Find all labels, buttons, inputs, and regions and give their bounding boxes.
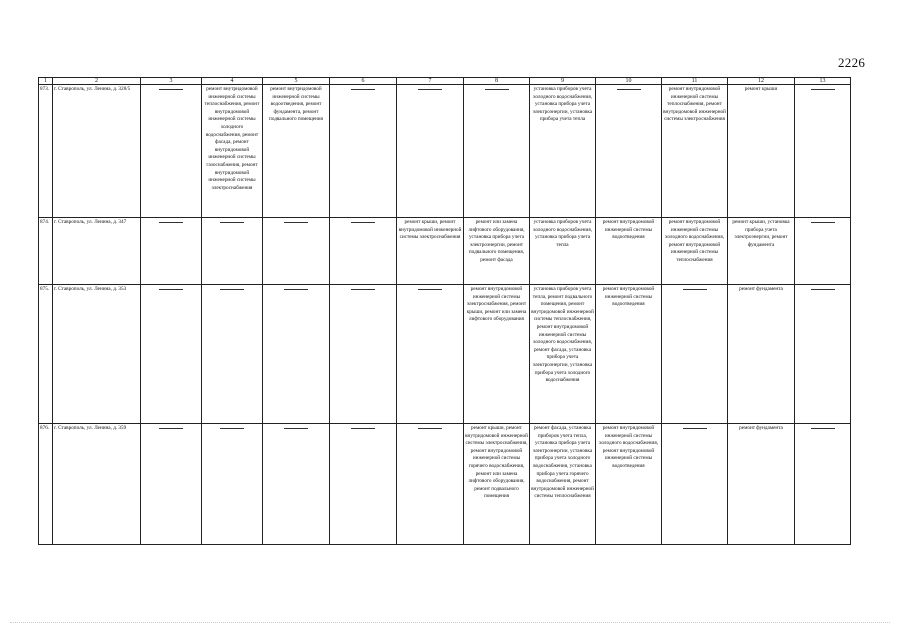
column-header: 3 [141,78,202,85]
column-header: 8 [464,78,530,85]
table-row [39,285,851,424]
empty-cell [263,285,330,424]
dash-mark [351,89,375,90]
work-cell: ремонт внутридомовой инженерной системы электроснабжения, ремонт крыши, ремонт или замена лифтового оборудования [464,285,530,424]
work-cell: ремонт внутридомовой инженерной системы водоотведения, ремонт фундамента, ремонт подвального помещения [263,85,330,218]
work-cell: ремонт или замена лифтового оборудования, установка прибора учета электроэнергии, ремонт подвального помещения, ремонт фасада [464,218,530,285]
empty-cell [330,424,397,545]
table-row [39,218,851,285]
column-header: 10 [596,78,662,85]
work-cell: ремонт крыши [728,85,795,218]
dash-mark [351,428,375,429]
column-header: 9 [530,78,596,85]
dash-mark [418,289,442,290]
work-cell: ремонт фундамента [728,424,795,545]
empty-cell [202,285,263,424]
row-number: 876. [39,424,53,545]
empty-cell [202,424,263,545]
dash-mark [485,89,509,90]
empty-cell [397,424,464,545]
empty-cell [397,85,464,218]
work-cell: установка приборов учета холодного водоснабжения, установка прибора учета тепла [530,218,596,285]
row-address: г. Ставрополь, ул. Ленина, д. 328/5 [53,85,141,218]
dash-mark [811,89,835,90]
work-cell: ремонт внутридомовой инженерной системы водоотведения [596,218,662,285]
dash-mark [220,222,244,223]
capital-repair-table [38,77,851,545]
empty-cell [330,285,397,424]
row-address: г. Ставрополь, ул. Ленина, д. 347 [53,218,141,285]
row-number: 873. [39,85,53,218]
work-cell: установка приборов учета тепла, ремонт подвального помещения, ремонт внутридомовой инженерной системы теплоснабжения, ремонт внутридомовой инженерной системы холодного водоснабжения, ремонт фасада, установка прибора учета электроэнергии, установка прибора учета холодного водоснабжения [530,285,596,424]
row-address: г. Ставрополь, ул. Ленина, д. 359 [53,424,141,545]
dash-mark [351,289,375,290]
column-header: 12 [728,78,795,85]
dash-mark [159,89,183,90]
dash-mark [418,89,442,90]
dash-mark [811,222,835,223]
empty-cell [795,424,851,545]
work-cell: установка приборов учета холодного водоснабжения, установка прибора учета электроэнергии, установка прибора учета тепла [530,85,596,218]
dash-mark [418,428,442,429]
empty-cell [141,424,202,545]
empty-cell [330,85,397,218]
empty-cell [141,218,202,285]
dash-mark [617,89,641,90]
row-address: г. Ставрополь, ул. Ленина, д. 353 [53,285,141,424]
empty-cell [464,85,530,218]
dash-mark [284,289,308,290]
empty-cell [596,85,662,218]
work-cell: ремонт внутридомовой инженерной системы теплоснабжения, ремонт внутридомовой инженерной системы холодного водоснабжения, ремонт фасада, ремонт внутридомовой инженерной системы газоснабжения, ремонт внутридомовой инженерной системы электроснабжения [202,85,263,218]
column-header: 2 [53,78,141,85]
empty-cell [795,218,851,285]
empty-cell [397,285,464,424]
dash-mark [811,289,835,290]
empty-cell [330,218,397,285]
dash-mark [811,428,835,429]
work-cell: ремонт крыши, ремонт внутридомовой инженерной системы электроснабжения, ремонт внутридомовой инженерной системы горячего водоснабжения, ремонт или замена лифтового оборудования, ремонт подвального помещения [464,424,530,545]
dash-mark [159,289,183,290]
column-header: 13 [795,78,851,85]
work-cell: ремонт внутридомовой инженерной системы теплоснабжения, ремонт внутридомовой инженерной системы электроснабжения [662,85,728,218]
work-cell: ремонт внутридомовой инженерной системы холодного водоснабжения, ремонт внутридомовой инженерной системы водоотведения [596,424,662,545]
dash-mark [284,222,308,223]
column-header: 11 [662,78,728,85]
column-header: 6 [330,78,397,85]
dash-mark [159,222,183,223]
column-number-row [39,78,851,85]
empty-cell [202,218,263,285]
dash-mark [159,428,183,429]
dash-mark [220,289,244,290]
dash-mark [351,222,375,223]
work-cell: ремонт крыши, установка прибора учета электроэнергии, ремонт фундамента [728,218,795,285]
dash-mark [220,428,244,429]
work-cell: ремонт внутридомовой инженерной системы водоотведения [596,285,662,424]
column-header: 5 [263,78,330,85]
column-header: 7 [397,78,464,85]
work-cell: ремонт фасада, установка приборов учета тепла, установка прибора учета электроэнергии, установка прибора учета холодного водоснабжения, установка прибора учета горячего водоснабжения, ремонт внутридомовой инженерной системы теплоснабжения [530,424,596,545]
work-cell: ремонт внутридомовой инженерной системы холодного водоснабжения, ремонт внутридомовой инженерной системы теплоснабжения [662,218,728,285]
column-header: 1 [39,78,53,85]
dash-mark [284,428,308,429]
column-header: 4 [202,78,263,85]
dash-mark [683,428,707,429]
empty-cell [263,218,330,285]
empty-cell [662,424,728,545]
work-cell: ремонт фундамента [728,285,795,424]
work-cell: ремонт крыши, ремонт внутридомовой инженерной системы электроснабжения [397,218,464,285]
empty-cell [141,285,202,424]
page-number: 2226 [838,55,866,70]
row-number: 874. [39,218,53,285]
table-row [39,424,851,545]
empty-cell [795,85,851,218]
empty-cell [141,85,202,218]
row-number: 875. [39,285,53,424]
scan-artifact-line [10,622,890,623]
empty-cell [795,285,851,424]
empty-cell [263,424,330,545]
dash-mark [683,289,707,290]
table-row [39,85,851,218]
empty-cell [662,285,728,424]
